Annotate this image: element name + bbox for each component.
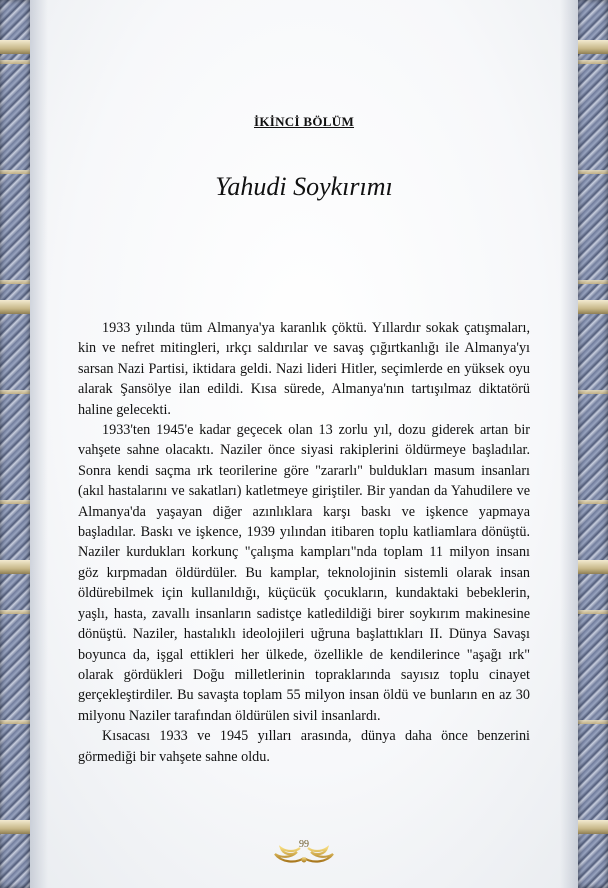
gold-flourish-icon <box>269 836 339 866</box>
body-text <box>78 318 530 767</box>
paragraph: Kısacası 1933 ve 1945 yılları arasında, dünya daha önce benzerini görmediği bir vahşete sahne oldu. <box>78 728 530 765</box>
chapter-title: Yahudi Soykırımı <box>215 172 393 201</box>
paragraph: 1933 yılında tüm Almanya'ya karanlık çöktü. Yıllardır sokak çatışmaları, kin ve nefret mitingleri, ırkçı saldırılar ve savaş çığırtkanlığı ile Almanya'yı sarsan Nazi Partisi, iktidara geldi. Nazi lideri Hitler, seçimlerde en yüksek oyu alarak Şansölye ilan edildi. Kısa sürede, Almanya'nın tartışılmaz diktatörü haline gelecekti. <box>78 320 530 418</box>
right-shadow <box>560 0 578 888</box>
paragraph: 1933'ten 1945'e kadar geçecek olan 13 zorlu yıl, dozu giderek artan bir vahşete sahne olacaktı. Naziler önce siyasi rakiplerini öldürmeye başladılar. Sonra kendi saçma ırk teorilerine göre "zararlı" buldukları masum insanları (akıl hastalarını ve sakatları) katletmeye giriştiler. Bir yandan da Yahudilere ve Almanya'da yaşayan diğer azınlıklara karşı baskı ve işkence yapmaya başladılar. Baskı ve işkence, 1939 yılından itibaren toplu katliamlara dönüştü. Naziler kurdukları korkunç "çalışma kampları"nda toplam 11 milyon insanı göz kırpmadan öldürdüler. Bu kamplar, teknolojinin sistemli olarak insan öldürebilmek için kullanıldığı, küçücük çocukların, kundaktaki bebeklerin, yaşlı, hasta, zavallı insanların sadistçe katledildiği birer soykırım makinesine dönüştü. Naziler, hastalıklı ideolojileri uğruna başlattıkları II. Dünya Savaşı boyunca da, işgal ettikleri her ülkede, özellikle de kendilerince "aşağı ırk" olarak gördükleri Doğu milletlerinin topraklarında sayısız toplu cinayet gerçekleştirdiler. Bu savaşta toplam 55 milyon insan öldü ve bunların en az 30 milyonu Naziler tarafından öldürülen sivil insanlardı. <box>78 422 530 724</box>
chapter-label: İKİNCİ BÖLÜM <box>253 114 355 129</box>
left-marble-border <box>0 0 30 888</box>
right-marble-border <box>578 0 608 888</box>
page-footer <box>0 836 608 871</box>
page-number: 99 <box>299 839 309 850</box>
left-shadow <box>30 0 48 888</box>
